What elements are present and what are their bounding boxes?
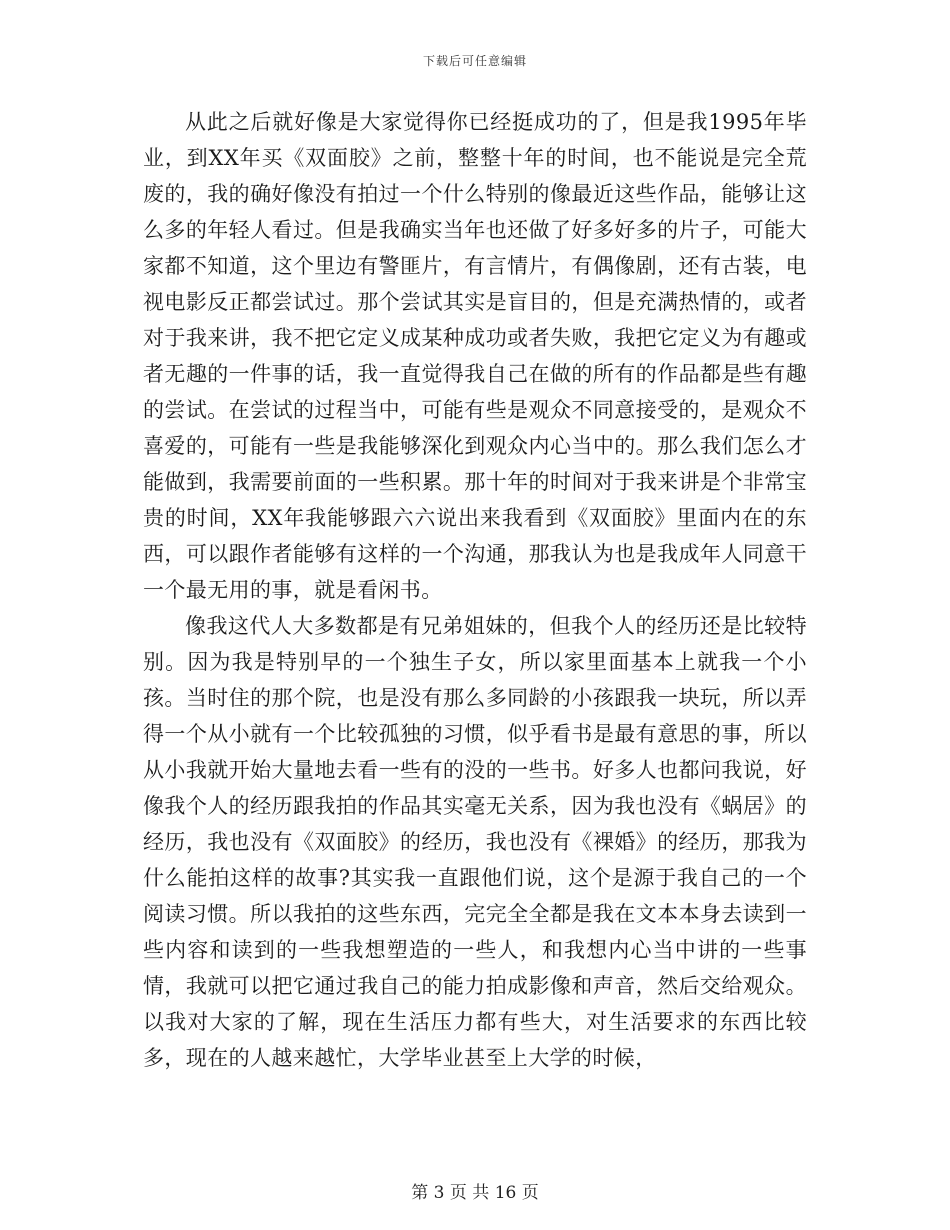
document-body (143, 104, 807, 1076)
page-number-footer: 第 3 页 共 16 页 (411, 1183, 539, 1203)
paragraph-1: 从此之后就好像是大家觉得你已经挺成功的了，但是我1995年毕业，到XX年买《双面胶》之前，整整十年的时间，也不能说是完全荒废的，我的确好像没有拍过一个什么特别的像最近这些作品，能够让这么多的年轻人看过。但是我确实当年也还做了好多好多的片子，可能大家都不知道，这个里边有警匪片，有言情片，有偶像剧，还有古装，电视电影反正都尝试过。那个尝试其实是盲目的，但是充满热情的，或者对于我来讲，我不把它定义成某种成功或者失败，我把它定义为有趣或者无趣的一件事的话，我一直觉得我自己在做的所有的作品都是些有趣的尝试。在尝试的过程当中，可能有些是观众不同意接受的，是观众不喜爱的，可能有一些是我能够深化到观众内心当中的。那么我们怎么才能做到，我需要前面的一些积累。那十年的时间对于我来讲是个非常宝贵的时间，XX年我能够跟六六说出来我看到《双面胶》里面内在的东西，可以跟作者能够有这样的一个沟通，那我认为也是我成年人同意干一个最无用的事，就是看闲书。 (143, 110, 807, 602)
page-header: 下载后可任意编辑 (422, 54, 527, 68)
paragraph-2: 像我这代人大多数都是有兄弟姐妹的，但我个人的经历还是比较特别。因为我是特别早的一个独生子女，所以家里面基本上就我一个小孩。当时住的那个院，也是没有那么多同龄的小孩跟我一块玩，所以弄得一个从小就有一个比较孤独的习惯，似乎看书是最有意思的事，所以从小我就开始大量地去看一些有的没的一些书。好多人也都问我说，好像我个人的经历跟我拍的作品其实毫无关系，因为我也没有《蜗居》的经历，我也没有《双面胶》的经历，我也没有《裸婚》的经历，那我为什么能拍这样的故事?其实我一直跟他们说，这个是源于我自己的一个阅读习惯。所以我拍的这些东西，完完全全都是我在文本本身去读到一些内容和读到的一些我想塑造的一些人，和我想内心当中讲的一些事情，我就可以把它通过我自己的能力拍成影像和声音，然后交给观众。以我对大家的了解，现在生活压力都有些大，对生活要求的东西比较多，现在的人越来越忙，大学毕业甚至上大学的时候， (143, 614, 807, 1070)
